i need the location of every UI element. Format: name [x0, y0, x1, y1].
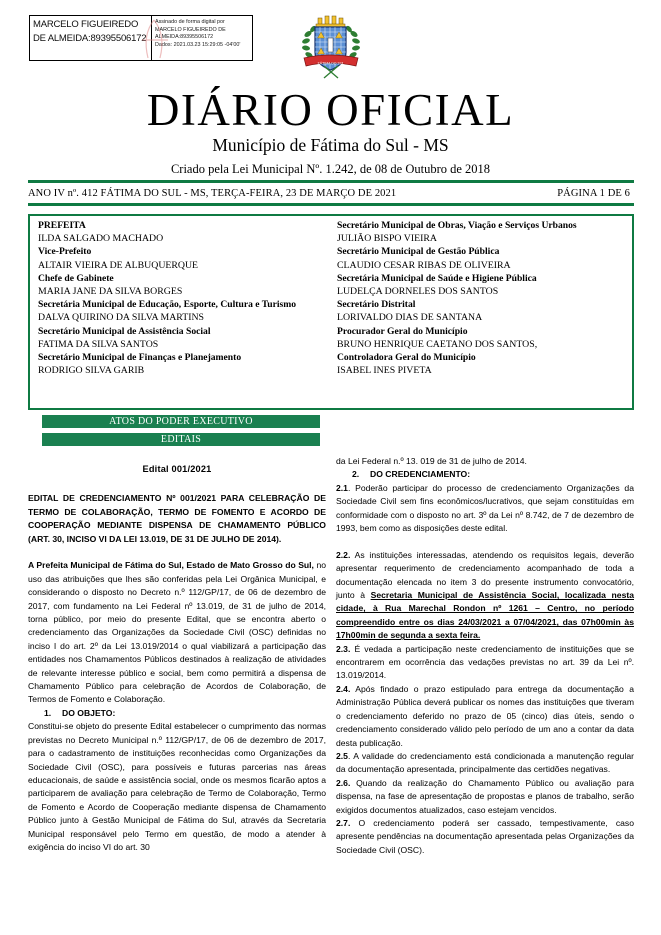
official-role: Secretário Municipal de Assistência Social: [38, 325, 211, 337]
masthead-subtitle: Município de Fátima do Sul - MS: [212, 135, 449, 155]
official-name: ISABEL INES PIVETA: [337, 365, 432, 377]
official-role: Chefe de Gabinete: [38, 272, 114, 284]
official-name: FATIMA DA SILVA SANTOS: [38, 338, 159, 350]
banner-executive-acts: ATOS DO PODER EXECUTIVO: [42, 415, 320, 428]
official-name: RODRIGO SILVA GARIB: [38, 365, 145, 377]
official-role: Secretário Municipal de Gestão Pública: [337, 246, 500, 258]
item-1-number: 1.: [44, 707, 52, 718]
issue-info-line: [28, 184, 634, 202]
official-role: Secretário Distrital: [337, 299, 416, 311]
edital-intro-rest: no uso das atribuições que lhes são conferidas pela Lei Orgânica Municipal, e considerando o disposto no Decreto n.º 112/GP/17, de 06 de dezembro de 2017, com fundamento na Lei Federal nº 13.019, de 31 de julho de 2014, torna público, por meio do presente Edital, que se encontra aberto o credenciamento das Organizações da Sociedade Civil (OSC) definidas no inciso I do art. 2º da Lei 13.019/2014 o qual viabilizará a participação das entidades nos Chamamentos Públicos destinados à realização de atividades de relevante interesse público e social, bem como permitirá a dispensa de Chamamento Público para celebração de Acordos de Colaboração, de Termos de Fomento e Colaboração.: [28, 560, 326, 705]
item-1-body: Constitui-se objeto do presente Edital estabelecer o cumprimento das normas previstas no Decreto Municipal n.º 112/GP/17, de 06 de dezembro de 2017, para o cadastramento de instituições reconhecidas como Organizações da Sociedade Civil (OSC), para possíveis e futuras parcerias nas áreas educacionais, de saúde e assistência social, onde os mesmos ficarão aptos a participarem de avaliação para celebração de Termo de Colaboração, Termo de Fomento e Acordo de Cooperação mediante dispensa de Chamamento Público junto à Gestão Municipal de Fátima do Sul, através da Secretaria Municipal responsável pelo Termo em questão, de modo a atender à exigência do inciso VI do art. 30: [28, 721, 326, 852]
item-2-5: [336, 750, 634, 777]
body-column-right: [336, 455, 634, 857]
item-2-1-body: . Poderão participar do processo de credenciamento Organizações da Sociedade Civil sem fins econômicos/lucrativos, que sejam constituídas em conformidade com o disposto no art. 3º da Lei nº 8.742, de 7 de dezembro de 1993, bem como as disposições deste edital.: [336, 482, 634, 534]
item-2-1: [336, 482, 634, 536]
item-1-heading: [28, 707, 326, 720]
official-name: BRUNO HENRIQUE CAETANO DOS SANTOS,: [337, 338, 538, 350]
item-1-title: DO OBJETO:: [62, 707, 116, 718]
official-role: Secretário Municipal de Obras, Viação e Serviços Urbanos: [337, 220, 577, 231]
item-2-2-body: As instituições interessadas, atendendo os requisitos legais, deverão apresentar requerimento de credenciamento acompanhado de toda a documentação elencada no item 3 do presente instrumento convocatório, junto à: [336, 549, 634, 601]
header-rule-top: [28, 180, 634, 183]
signature-name: MARCELO FIGUEIREDO DE ALMEIDA:89395506172: [33, 19, 147, 44]
continuation-text: da Lei Federal n.º 13. 019 de 31 de julho de 2014.: [336, 456, 527, 466]
official-role: Secretária Municipal de Educação, Esporte, Cultura e Turismo: [38, 299, 297, 311]
body-column-left: [28, 455, 326, 854]
edital-intro-paragraph: [28, 559, 326, 706]
official-name: DALVA QUIRINO DA SILVA MARTINS: [38, 312, 204, 324]
item-2-number: 2.: [352, 469, 360, 480]
official-role: PREFEITA: [38, 220, 86, 231]
signature-detail-line-3: ALMEIDA:89395506172: [155, 34, 214, 41]
officials-box: [28, 214, 634, 410]
official-name: CLAUDIO CESAR RIBAS DE OLIVEIRA: [337, 259, 511, 271]
item-2-4: [336, 683, 634, 750]
official-name: MARIA JANE DA SILVA BORGES: [38, 286, 183, 298]
item-2-5-body: . A validade do credenciamento está condicionada a manutenção regular da documentação apresentada, principalmente das certidões negativas.: [336, 750, 634, 775]
page-number: PÁGINA 1 DE 6: [557, 187, 630, 199]
official-role: Secretária Municipal de Saúde e Higiene Pública: [337, 272, 537, 284]
issue-info-left: ANO IV nº. 412 FÁTIMA DO SUL - MS, TERÇA-FEIRA, 23 DE MARÇO DE 2021: [28, 187, 397, 199]
official-role: Vice-Prefeito: [38, 246, 92, 258]
edital-intro-bold: A Prefeita Municipal de Fátima do Sul, Estado de Mato Grosso do Sul,: [28, 560, 314, 571]
item-2-5-number: 2.5: [336, 750, 348, 761]
svg-text:FÁTIMA DO SUL: FÁTIMA DO SUL: [317, 61, 345, 66]
item-2-7-body: O credenciamento poderá ser cassado, tempestivamente, caso apresente pendências na documentação apresentada pelas Organizações da Sociedade Civil (OSC).: [336, 817, 634, 855]
item-2-1-number: 2.1: [336, 482, 348, 493]
banner-editals: EDITAIS: [42, 433, 320, 446]
digital-signature-stamp: [29, 15, 253, 61]
official-role: Procurador Geral do Município: [337, 325, 468, 337]
officials-left-column: [30, 219, 331, 408]
signature-divider: [151, 16, 152, 60]
coat-of-arms-icon: [298, 12, 364, 80]
item-2-2-underlined: Secretaria Municipal de Assistência Social, localizada nesta cidade, à Rua Marechal Rondon nº 1261 – Centro, no período compreendido entre os dias 24/03/2021 a 07/04/2021, das 07h00min às 17h00min de segunda a sexta feira.: [336, 590, 634, 641]
item-2-2: [336, 549, 634, 643]
edital-heading: EDITAL DE CREDENCIAMENTO Nº 001/2021 PARA CELEBRAÇÃO DE TERMO DE COLABORAÇÃO, TERMO DE FOMENTO E ACORDO DE COOPERAÇÃO MEDIANTE DISPENSA DE CHAMAMENTO PÚBLICO (ART. 30, INCISO VI DA LEI 13.019, DE 31 DE JULHO DE 2014).: [28, 493, 326, 544]
item-2-heading: [336, 468, 634, 481]
page-title: DIÁRIO OFICIAL: [146, 85, 515, 135]
item-2-3-body: É vedada a participação neste credenciamento de instituições que se encontrarem em ocorrência das vedações previstas no art. 39 da Lei nº. 13.019/2014.: [336, 643, 634, 681]
signature-detail-line-4: Dados: 2021.03.23 15:29:05 -04'00': [155, 41, 241, 48]
item-2-4-body: Após findado o prazo estipulado para entrega da documentação a Administração Pública deverá publicar os nomes das instituições que tiveram o credenciamento deferido no prazo de 05 (cinco) dias úteis, sendo o credenciamento considerado válido pelo período de um ano a contar da data desta publicação.: [336, 683, 634, 748]
masthead: [0, 86, 661, 177]
item-2-6-body: Quando da realização do Chamamento Público ou avaliação para dispensa, na fase de apresentação de propostas e planos de trabalho, serão exigidos documentos atualizados, caso estejam vencidos.: [336, 777, 634, 815]
signature-detail-line-1: Assinado de forma digital por: [155, 19, 225, 25]
official-name: LUDELÇA DORNELES DOS SANTOS: [337, 286, 499, 298]
item-2-title: DO CREDENCIAMENTO:: [370, 469, 471, 480]
official-role: Secretário Municipal de Finanças e Planejamento: [38, 352, 242, 364]
official-name: ALTAIR VIEIRA DE ALBUQUERQUE: [38, 259, 199, 271]
item-2-3: [336, 643, 634, 683]
item-2-7: [336, 817, 634, 857]
edital-number: Edital 001/2021: [142, 464, 212, 474]
masthead-law-line: Criado pela Lei Municipal Nº. 1.242, de 08 de Outubro de 2018: [170, 162, 491, 176]
signature-details: [151, 16, 252, 60]
item-2-7-number: 2.7.: [336, 817, 351, 828]
official-name: ILDA SALGADO MACHADO: [38, 233, 164, 245]
official-role: Controladora Geral do Município: [337, 352, 476, 364]
header-rule-bottom: [28, 203, 634, 206]
item-2-6-number: 2.6.: [336, 777, 351, 788]
item-2-6: [336, 777, 634, 817]
official-name: LORIVALDO DIAS DE SANTANA: [337, 312, 483, 324]
item-2-4-number: 2.4.: [336, 683, 351, 694]
official-name: JULIÃO BISPO VIEIRA: [337, 233, 437, 245]
signature-detail-line-2: MARCELO FIGUEIREDO DE: [155, 26, 226, 33]
officials-right-column: [331, 219, 632, 408]
item-2-2-number: 2.2.: [336, 549, 351, 560]
item-2-3-number: 2.3.: [336, 643, 351, 654]
